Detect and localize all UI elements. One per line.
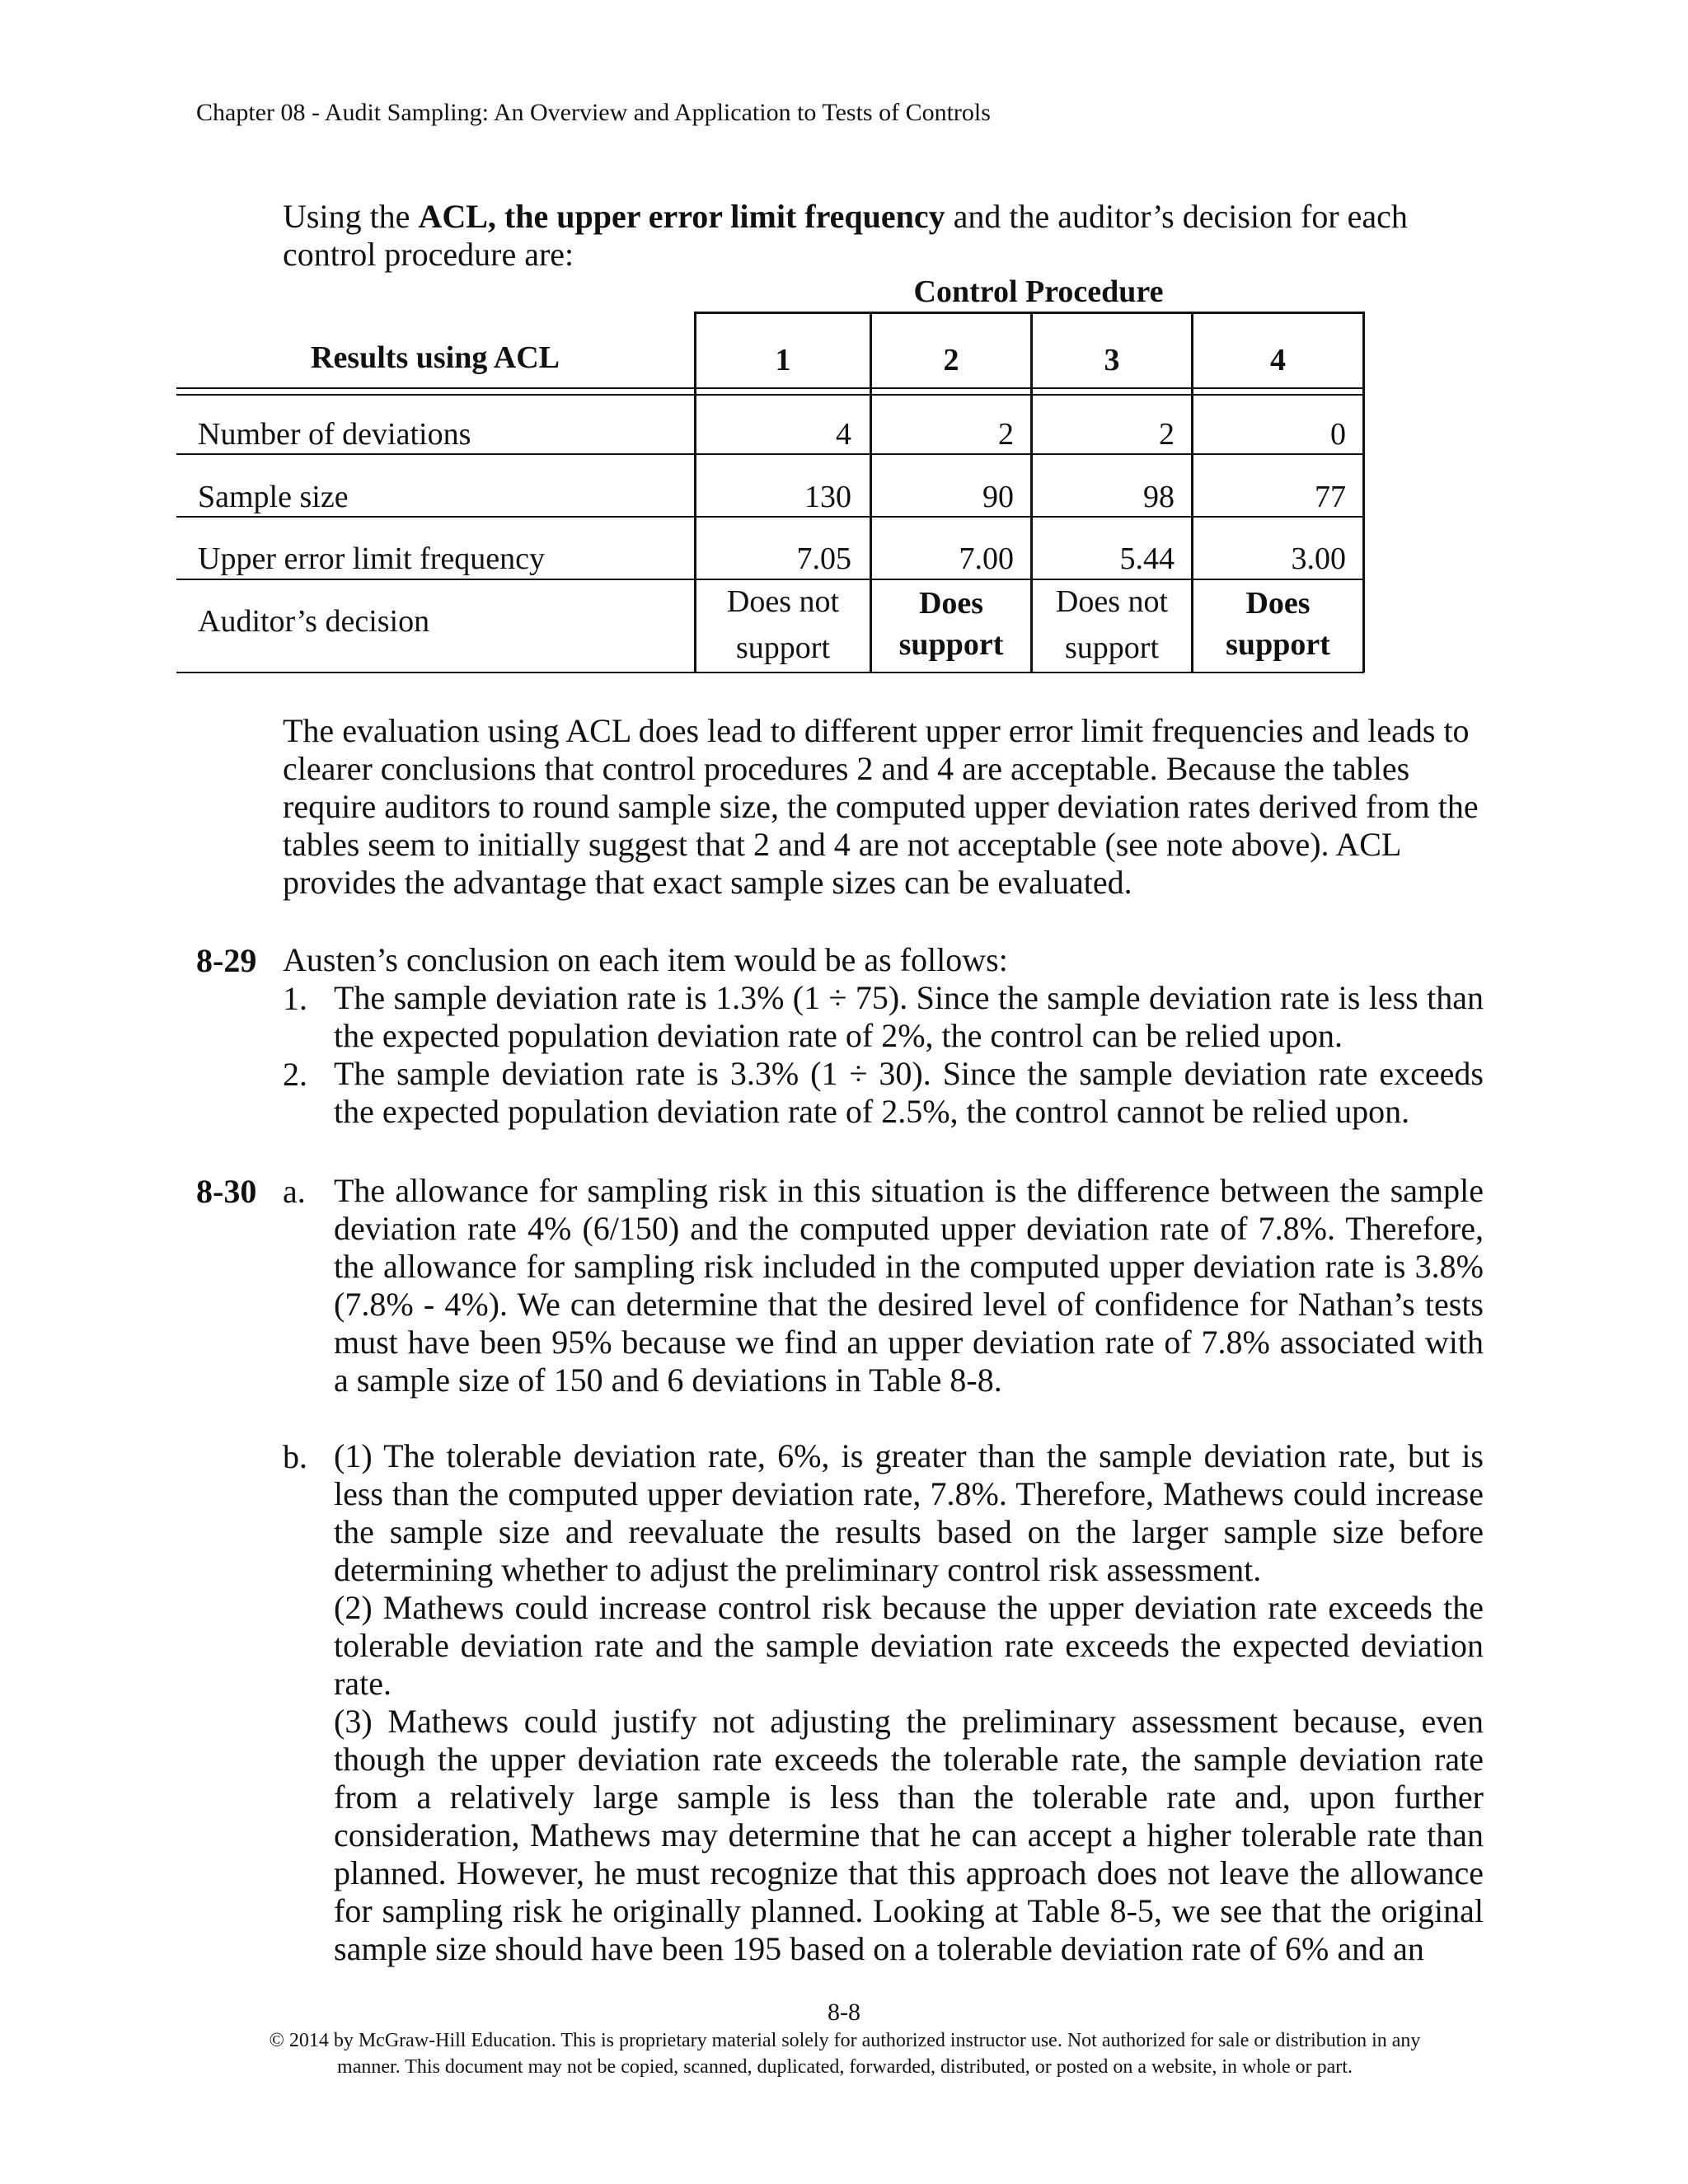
cell: 130 — [804, 480, 851, 514]
question-number-8-30: 8-30 — [196, 1173, 257, 1210]
decision-line: support — [1226, 627, 1330, 662]
question-number-8-29: 8-29 — [196, 942, 257, 979]
header-divider-bottom — [176, 394, 1364, 396]
cell: 0 — [1330, 417, 1346, 452]
part-b-point-2: (2) Mathews could increase control risk because the upper deviation rate exceeds the tolerable deviation rate and the sample deviation rate exceeds the expected deviation rate. — [334, 1589, 1484, 1702]
cell: 7.05 — [796, 541, 851, 576]
evaluation-paragraph: The evaluation using ACL does lead to different upper error limit frequencies and leads to clearer conclusions that control procedures 2 and 4 are acceptable. Because the tables require auditors to round sample size, the computed upper deviation rates derived from the tables seem to initially suggest that 2 and 4 are not acceptable (see note above). ACL provides the advantage that exact sample sizes can be evaluated. — [283, 712, 1479, 901]
decision-line: Does — [918, 586, 984, 621]
intro-post: and the auditor’s decision for each control procedure are: — [283, 198, 1408, 273]
row-label-sample-size: Sample size — [198, 480, 349, 514]
part-b-point-3: (3) Mathews could justify not adjusting the preliminary assessment because, even though the upper deviation rate exceeds the tolerable rate, the sample deviation rate from a relatively large sample is less than the tolerable rate and, upon further consideration, Mathews may determine that he can accept a higher tolerable rate than planned. However, he must recognize that this approach does not leave the allowance for sampling risk he originally planned. Looking at Table 8-5, we see that the original sample size should have been 195 based on a tolerable deviation rate of 6% and an — [334, 1703, 1484, 1967]
item-marker: 2. — [283, 1056, 307, 1093]
intro-bold: ACL, the upper error limit frequency — [418, 198, 945, 235]
row-header-title: Results using ACL — [311, 340, 560, 375]
footer-line-1: © 2014 by McGraw-Hill Education. This is proprietary material solely for authorized instructor use. Not authorized for sale or distribution in any — [269, 2030, 1421, 2051]
row-label-deviations: Number of deviations — [198, 417, 471, 452]
column-header-2: 2 — [943, 343, 959, 377]
row-divider — [176, 516, 1364, 518]
question-8-29-intro: Austen’s conclusion on each item would be as follows: — [283, 941, 1008, 978]
decision-line: Does not — [726, 584, 840, 619]
intro-paragraph — [283, 198, 1486, 274]
cell: 77 — [1315, 480, 1346, 514]
page-number: 8-8 — [828, 1999, 860, 2026]
cell: 7.00 — [959, 541, 1014, 576]
decision-cell-2 — [872, 583, 1030, 665]
table-top-border — [694, 312, 1364, 314]
column-header-1: 1 — [775, 343, 791, 377]
cell: 4 — [836, 417, 851, 452]
table-vline-4 — [1362, 312, 1365, 673]
item-text: The sample deviation rate is 1.3% (1 ÷ 75). Since the sample deviation rate is less than the expected population deviation rate of 2%, the control can be relied upon. — [334, 979, 1484, 1054]
decision-line: support — [736, 630, 830, 665]
part-b-marker: b. — [283, 1438, 307, 1475]
item-text: The sample deviation rate is 3.3% (1 ÷ 30). Since the sample deviation rate exceeds the expected population deviation rate of 2.5%, the control cannot be relied upon. — [334, 1055, 1484, 1130]
control-procedure-title: Control Procedure — [913, 274, 1164, 309]
row-divider — [176, 453, 1364, 455]
decision-cell-1 — [696, 579, 870, 671]
table-bottom-border — [176, 672, 1364, 673]
part-a-marker: a. — [283, 1173, 306, 1210]
header-divider-top — [176, 387, 1364, 389]
decision-line: support — [1065, 630, 1159, 665]
cell: 2 — [1159, 417, 1175, 452]
part-b-point-1: (1) The tolerable deviation rate, 6%, is greater than the sample deviation rate, but is less than the computed upper deviation rate, 7.8%. Therefore, Mathews could increase the sample size and reevaluate the results based on the larger sample size before determining whether to adjust the preliminary control risk assessment. — [334, 1437, 1484, 1588]
column-header-4: 4 — [1270, 343, 1286, 377]
chapter-header: Chapter 08 - Audit Sampling: An Overview and Application to Tests of Controls — [196, 99, 991, 126]
row-label-upper-error-limit: Upper error limit frequency — [198, 541, 545, 576]
intro-pre: Using the — [283, 198, 419, 235]
row-label-decision: Auditor’s decision — [198, 604, 430, 639]
cell: 98 — [1143, 480, 1175, 514]
decision-cell-4 — [1193, 583, 1362, 665]
decision-line: Does — [1245, 586, 1311, 621]
part-a-text: The allowance for sampling risk in this situation is the difference between the sample deviation rate 4% (6/150) and the computed upper deviation rate of 7.8%. Therefore, the allowance for sampling risk included in the computed upper deviation rate is 3.8% (7.8% - 4%). We can determine that the desired level of confidence for Nathan’s tests must have been 95% because we find an upper deviation rate of 7.8% associated with a sample size of 150 and 6 deviations in Table 8-8. — [334, 1172, 1484, 1399]
decision-line: Does not — [1055, 584, 1169, 619]
cell: 5.44 — [1119, 541, 1175, 576]
cell: 2 — [998, 417, 1014, 452]
cell: 3.00 — [1291, 541, 1346, 576]
item-marker: 1. — [283, 980, 307, 1017]
decision-cell-3 — [1033, 579, 1191, 671]
decision-line: support — [898, 627, 1004, 662]
copyright-footer — [190, 2027, 1500, 2080]
cell: 90 — [982, 480, 1014, 514]
column-header-3: 3 — [1104, 343, 1120, 377]
footer-line-2: manner. This document may not be copied, scanned, duplicated, forwarded, distributed, or posted on a website, in whole or part. — [337, 2056, 1353, 2078]
